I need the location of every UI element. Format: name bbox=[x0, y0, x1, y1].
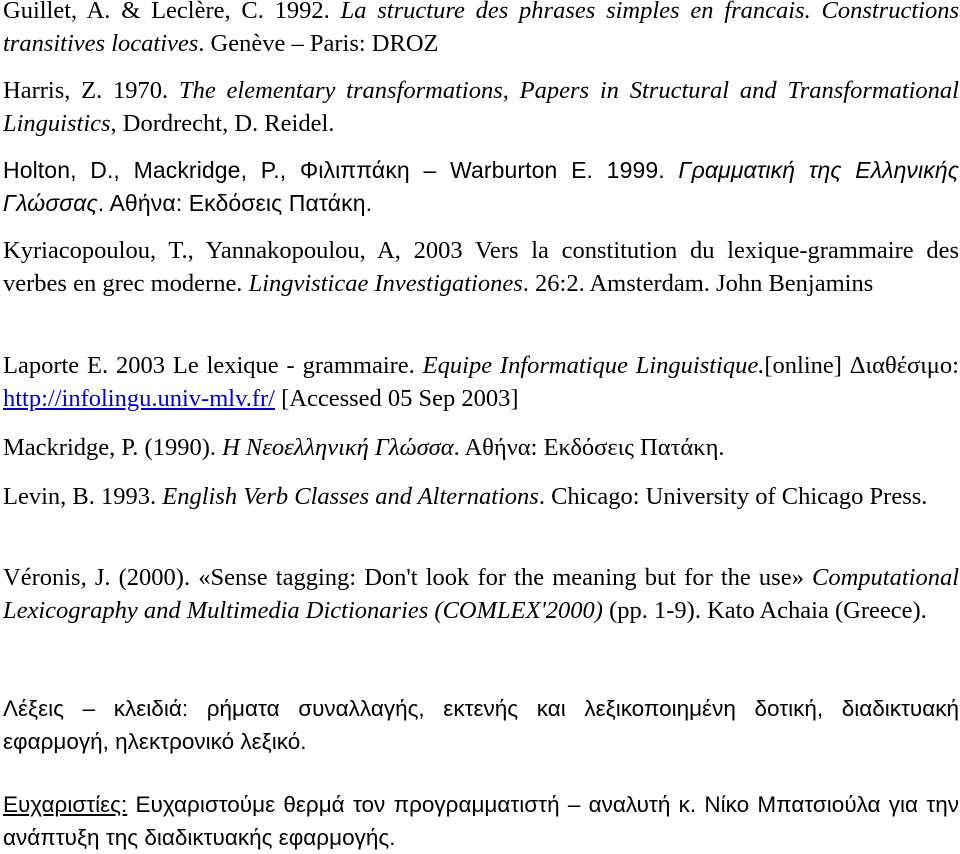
reference-authors-year: Levin, B. 1993. bbox=[3, 483, 163, 510]
reference-publisher: . Αθήνα: Εκδόσεις Πατάκη. bbox=[97, 190, 373, 216]
reference-title: La structure des phrases simples en francais. Constructions transitives locatives bbox=[3, 0, 959, 57]
reference-title: The elementary transformations, Papers in Structural and Transformational Linguistics bbox=[3, 77, 959, 137]
acknowledgements-label: Ευχαριστίες: bbox=[3, 792, 128, 817]
reference-publisher: . 26:2. Amsterdam. John Benjamins bbox=[522, 270, 874, 297]
keywords-paragraph bbox=[3, 692, 959, 758]
reference-authors-year-title: Kyriacopoulou, T., Yannakopoulou, A, 2003 Vers la constitution du lexique-grammaire des verbes en grec moderne. bbox=[3, 237, 959, 297]
reference-veronis bbox=[3, 561, 959, 627]
keywords-label: Λέξεις – κλειδιά: bbox=[3, 696, 189, 721]
reference-publisher: . Chicago: University of Chicago Press. bbox=[538, 483, 928, 510]
reference-mackridge bbox=[3, 431, 959, 464]
reference-source: Equipe Informatique Linguistique. bbox=[422, 352, 765, 379]
reference-publisher: , Dordrecht, D. Reidel. bbox=[110, 110, 335, 137]
reference-availability: [online] Διαθέσιμο: bbox=[764, 352, 959, 379]
reference-authors-year: Holton, D., Mackridge, P., Φιλιππάκη – Warburton E. 1999. bbox=[3, 157, 679, 183]
reference-harris bbox=[3, 74, 959, 140]
reference-title: Γραμματική της Ελληνικής Γλώσσας bbox=[3, 157, 960, 216]
reference-journal: Lingvisticae Investigationes bbox=[248, 270, 523, 297]
reference-title: Η Νεοελληνική Γλώσσα bbox=[222, 434, 454, 461]
reference-publisher: . Αθήνα: Εκδόσεις Πατάκη. bbox=[453, 434, 725, 461]
keywords-text: ρήματα συναλλαγής, εκτενής και λεξικοποιημένη δοτική, διαδικτυακή εφαρμογή, ηλεκτρονικό λεξικό. bbox=[3, 696, 959, 754]
reference-authors-year-title: Véronis, J. (2000). «Sense tagging: Don't look for the meaning but for the use» bbox=[3, 564, 812, 591]
reference-accessed: [Accessed 05 Sep 2003] bbox=[274, 385, 519, 412]
reference-publisher: . Genève – Paris: DROZ bbox=[198, 30, 439, 57]
reference-laporte bbox=[3, 349, 959, 415]
reference-authors-year: Guillet, A. & Leclère, C. 1992. bbox=[3, 0, 341, 24]
reference-authors-year: Harris, Z. 1970. bbox=[3, 77, 179, 104]
reference-title: English Verb Classes and Alternations bbox=[162, 483, 539, 510]
reference-levin bbox=[3, 480, 959, 513]
reference-kyriacopoulou bbox=[3, 234, 959, 300]
reference-proceedings: Computational Lexicography and Multimedia Dictionaries (COMLEX'2000) bbox=[3, 564, 959, 624]
acknowledgements-text: Ευχαριστούμε θερμά τον προγραμματιστή – αναλυτή κ. Νίκο Μπατσιούλα για την ανάπτυξη της διαδικτυακής εφαρμογής. bbox=[3, 792, 959, 850]
reference-pages-place: (pp. 1-9). Kato Achaia (Greece). bbox=[602, 597, 927, 624]
acknowledgements-paragraph bbox=[3, 788, 959, 854]
reference-guillet bbox=[3, 0, 959, 60]
reference-holton bbox=[3, 154, 959, 220]
reference-authors-year-title: Laporte E. 2003 Le lexique - grammaire. bbox=[3, 352, 423, 379]
reference-authors-year: Mackridge, P. (1990). bbox=[3, 434, 223, 461]
reference-url-link[interactable]: http://infolingu.univ-mlv.fr/ bbox=[3, 385, 275, 412]
